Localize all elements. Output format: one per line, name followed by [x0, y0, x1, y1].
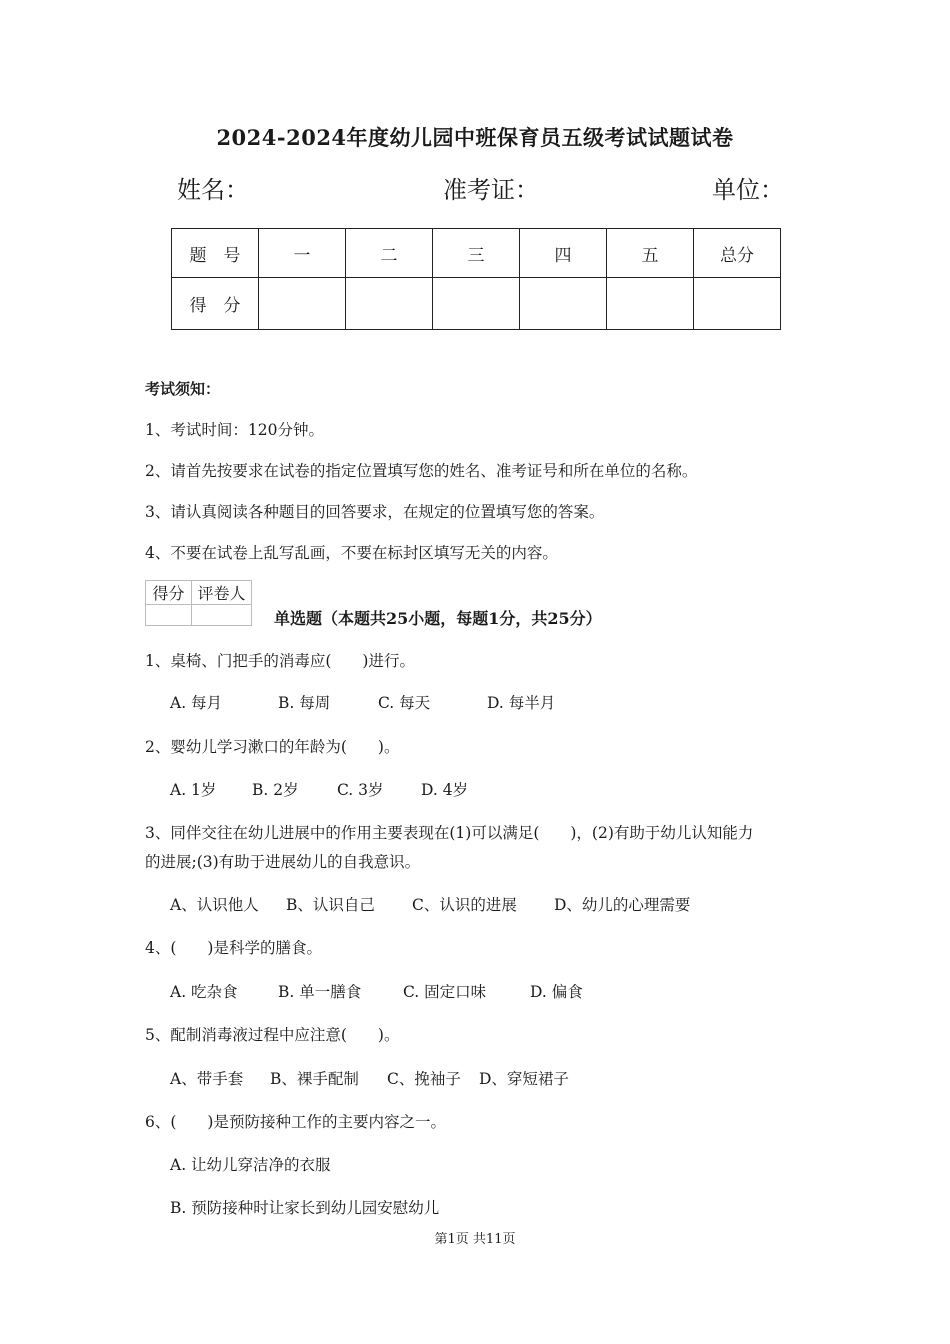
section-title: 单选题（本题共25小题，每题1分，共25分） — [274, 609, 602, 628]
notice-item: 4、不要在试卷上乱写乱画，不要在标封区填写无关的内容。 — [145, 544, 558, 562]
question-option: A、认识他人 — [170, 896, 259, 914]
question-option: C. 每天 — [378, 694, 431, 712]
grader-name-label: 评卷人 — [192, 581, 252, 605]
question-option: C. 3岁 — [337, 781, 384, 799]
question-option: A. 让幼儿穿洁净的衣服 — [170, 1156, 331, 1174]
question-stem: 3、同伴交往在幼儿进展中的作用主要表现在(1)可以满足( )，(2)有助于幼儿认知能力 — [145, 824, 754, 842]
question-option: B. 2岁 — [252, 781, 299, 799]
score-row-label: 得 分 — [172, 278, 259, 330]
question-stem: 1、桌椅、门把手的消毒应( )进行。 — [145, 652, 415, 670]
score-header-cell: 一 — [259, 229, 346, 278]
question-option: A. 1岁 — [170, 781, 217, 799]
score-header-cell: 二 — [346, 229, 433, 278]
notice-item: 2、请首先按要求在试卷的指定位置填写您的姓名、准考证号和所在单位的名称。 — [145, 462, 698, 480]
question-stem: 6、( )是预防接种工作的主要内容之一。 — [145, 1113, 446, 1131]
question-option: B、裸手配制 — [270, 1070, 359, 1088]
notice-item: 1、考试时间：120分钟。 — [145, 421, 324, 439]
grader-score-label: 得分 — [146, 581, 192, 605]
score-cell[interactable] — [259, 278, 346, 330]
name-field-label: 姓名： — [177, 176, 249, 204]
question-option: B. 每周 — [278, 694, 331, 712]
page-title: 2024-2024年度幼儿园中班保育员五级考试试题试卷 — [216, 125, 734, 150]
score-cell[interactable] — [694, 278, 781, 330]
question-stem: 5、配制消毒液过程中应注意( )。 — [145, 1026, 400, 1044]
unit-field-label: 单位： — [712, 176, 784, 204]
question-option: D. 偏食 — [530, 983, 583, 1001]
page-footer: 第1页 共11页 — [434, 1232, 516, 1247]
question-option: C. 固定口味 — [403, 983, 487, 1001]
grader-box — [145, 580, 252, 626]
question-option: B、认识自己 — [286, 896, 375, 914]
question-option: C、挽袖子 — [387, 1070, 461, 1088]
score-cell[interactable] — [433, 278, 520, 330]
notice-item: 3、请认真阅读各种题目的回答要求，在规定的位置填写您的答案。 — [145, 503, 605, 521]
question-option: A. 吃杂食 — [170, 983, 238, 1001]
score-cell[interactable] — [346, 278, 433, 330]
score-cell[interactable] — [520, 278, 607, 330]
question-option: D、幼儿的心理需要 — [554, 896, 691, 914]
question-stem-continued: 的进展;(3)有助于进展幼儿的自我意识。 — [145, 853, 421, 871]
grader-name-cell[interactable] — [192, 605, 252, 626]
score-table-score-row — [172, 278, 781, 330]
score-header-cell: 五 — [607, 229, 694, 278]
question-stem: 2、婴幼儿学习漱口的年龄为( )。 — [145, 738, 400, 756]
question-option: D. 每半月 — [487, 694, 556, 712]
notice-heading: 考试须知： — [145, 380, 221, 398]
score-cell[interactable] — [607, 278, 694, 330]
question-option: A. 每月 — [170, 694, 223, 712]
score-header-cell: 三 — [433, 229, 520, 278]
question-stem: 4、( )是科学的膳食。 — [145, 939, 322, 957]
exam-id-field-label: 准考证： — [443, 176, 539, 204]
question-option: D. 4岁 — [421, 781, 469, 799]
question-option: A、带手套 — [170, 1070, 244, 1088]
score-header-cell: 四 — [520, 229, 607, 278]
question-option: B. 预防接种时让家长到幼儿园安慰幼儿 — [170, 1199, 440, 1217]
grader-score-cell[interactable] — [146, 605, 192, 626]
question-option: B. 单一膳食 — [278, 983, 362, 1001]
score-table-header-row — [172, 229, 781, 278]
score-table — [171, 228, 781, 330]
score-header-cell: 题 号 — [172, 229, 259, 278]
question-option: D、穿短裙子 — [479, 1070, 569, 1088]
question-option: C、认识的进展 — [412, 896, 517, 914]
score-header-cell: 总分 — [694, 229, 781, 278]
